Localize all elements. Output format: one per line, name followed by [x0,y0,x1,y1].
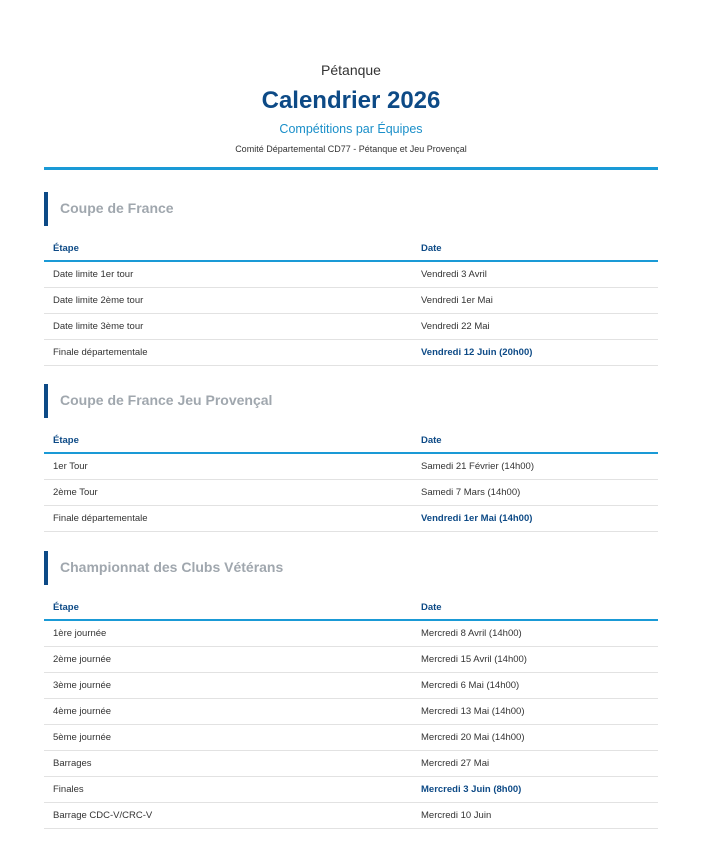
column-header-etape: Étape [44,428,412,453]
date-cell: Mercredi 8 Avril (14h00) [412,620,658,647]
table-row [44,699,658,725]
etape-cell: Finale départementale [44,340,412,366]
table-row [44,480,658,506]
section-coupe-de-france-jeu-provencal [44,384,658,524]
date-cell-highlight: Vendredi 12 Juin (20h00) [412,340,658,366]
etape-cell: 2ème Tour [44,480,412,506]
date-cell-highlight: Mercredi 3 Juin (8h00) [412,777,658,803]
table-row [44,725,658,751]
date-cell: Mercredi 13 Mai (14h00) [412,699,658,725]
date-cell: Vendredi 1er Mai [412,288,658,314]
table-row [44,647,658,673]
header-divider [44,167,658,170]
column-header-etape: Étape [44,595,412,620]
column-header-etape: Étape [44,236,412,261]
date-cell: Samedi 7 Mars (14h00) [412,480,658,506]
date-cell: Vendredi 3 Avril [412,261,658,288]
table-row [44,453,658,480]
table-row [44,751,658,777]
schedule-table [44,428,658,532]
table-row [44,261,658,288]
page-title: Calendrier 2026 [261,87,441,114]
date-cell: Vendredi 22 Mai [412,314,658,340]
table-row [44,620,658,647]
section-accent-bar [44,384,48,418]
date-cell: Mercredi 6 Mai (14h00) [412,673,658,699]
section-heading [44,192,658,226]
date-cell: Mercredi 15 Avril (14h00) [412,647,658,673]
schedule-table [44,595,658,829]
table-row [44,803,658,829]
table-row [44,777,658,803]
table-header-row [44,236,658,261]
column-header-date: Date [412,236,658,261]
section-heading [44,384,658,418]
etape-cell: Date limite 1er tour [44,261,412,288]
pre-title: Pétanque [321,62,381,78]
date-cell-highlight: Vendredi 1er Mai (14h00) [412,506,658,532]
section-accent-bar [44,551,48,585]
etape-cell: 1er Tour [44,453,412,480]
date-cell: Mercredi 27 Mai [412,751,658,777]
table-row [44,673,658,699]
table-row [44,314,658,340]
section-championnat-clubs-veterans [44,551,658,821]
date-cell: Mercredi 20 Mai (14h00) [412,725,658,751]
etape-cell: 2ème journée [44,647,412,673]
section-title: Coupe de France Jeu Provençal [60,392,273,408]
etape-cell: 4ème journée [44,699,412,725]
etape-cell: Finale départementale [44,506,412,532]
date-cell: Samedi 21 Février (14h00) [412,453,658,480]
etape-cell: 1ère journée [44,620,412,647]
etape-cell: 5ème journée [44,725,412,751]
date-cell: Mercredi 10 Juin [412,803,658,829]
etape-cell: Finales [44,777,412,803]
table-header-row [44,595,658,620]
column-header-date: Date [412,595,658,620]
table-header-row [44,428,658,453]
section-heading [44,551,658,585]
schedule-table [44,236,658,366]
etape-cell: Date limite 2ème tour [44,288,412,314]
organization-name: Comité Départemental CD77 - Pétanque et Jeu Provençal [235,144,467,154]
table-row [44,340,658,366]
page-subtitle: Compétitions par Équipes [279,122,423,136]
etape-cell: 3ème journée [44,673,412,699]
table-row [44,288,658,314]
etape-cell: Barrage CDC-V/CRC-V [44,803,412,829]
column-header-date: Date [412,428,658,453]
table-row [44,506,658,532]
section-coupe-de-france [44,192,658,358]
etape-cell: Barrages [44,751,412,777]
section-title: Coupe de France [60,200,174,216]
section-title: Championnat des Clubs Vétérans [60,559,284,575]
section-accent-bar [44,192,48,226]
etape-cell: Date limite 3ème tour [44,314,412,340]
